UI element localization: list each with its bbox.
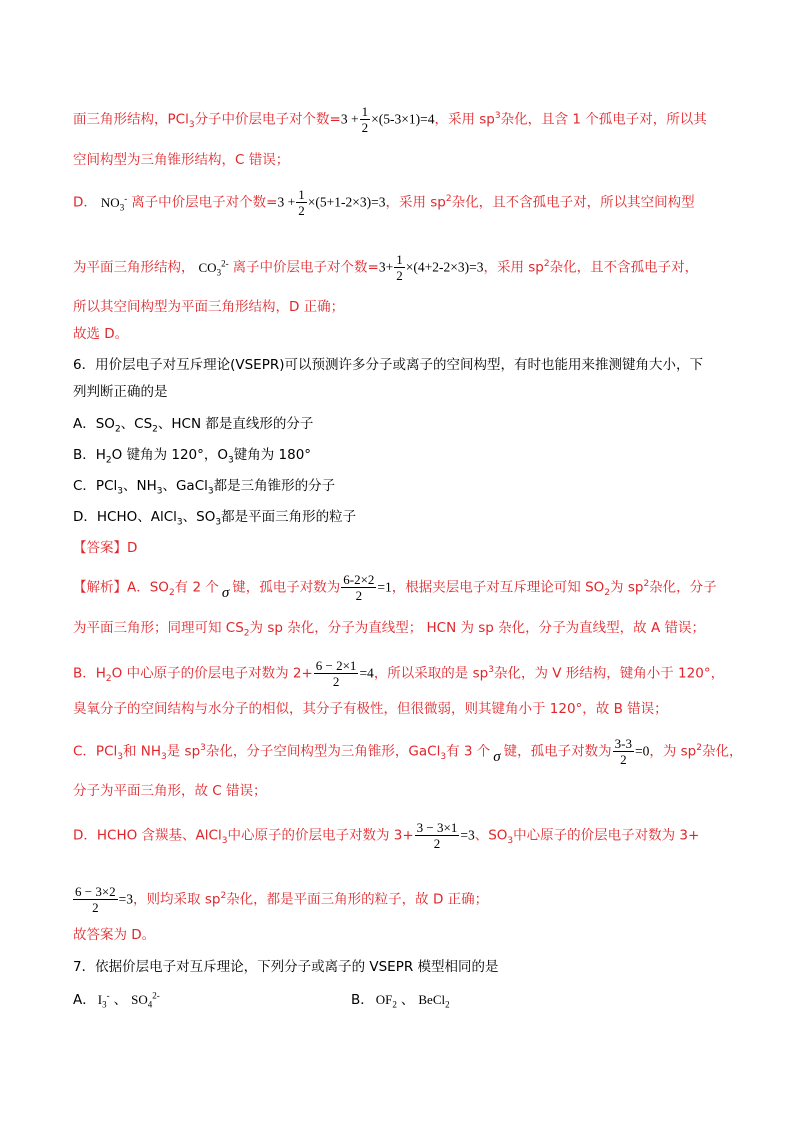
question-7-stem: 7．依据价层电子对互斥理论，下列分子或离子的 VSEPR 模型相同的是 xyxy=(73,959,499,975)
carbonate-ion: $CO_3^{2-}$ xyxy=(198,258,229,278)
fraction: $\frac{1}{2}$ xyxy=(396,252,403,283)
fraction: $\frac{6-2\times 2}{2}$ xyxy=(343,572,375,603)
answer-conclusion: 故答案为 D。 xyxy=(73,927,156,943)
explanation-d-line-2: $\frac{6 - 3\times 2}{2}$ =3，则均采取 $sp^2$杂化，都是平面三角形的粒子，故 D 正确； xyxy=(75,884,489,915)
explanation-line-d-conclusion: 所以其空间构型为平面三角形结构，D 正确； xyxy=(73,299,345,315)
fraction: $\frac{6 - 2\times 1}{2}$ xyxy=(315,658,357,689)
explanation-a-line-2: 为平面三角形；同理可知 $CS_2$为 sp 杂化，分子为直线型； HCN 为 sp 杂化，分子为直线型，故 A 错误； xyxy=(73,620,705,639)
fraction: $\frac{1}{2}$ xyxy=(361,104,369,135)
explanation-b-line-2: 臭氧分子的空间结构与水分子的相似，其分子有极性，但很微弱，则其键角小于 120°，故 B 错误； xyxy=(73,701,668,717)
explanation-a-line-1: 【解析】A．$SO_2$有 2 个 σ 键，孤电子对数为 $\frac{6-2\times 2}{2}$ =1，根据夹层电子对互斥理论可知 $SO_2$为 $sp^2$杂化，分子 xyxy=(73,572,717,603)
question-7-option-b: B． $OF_2$ 、 BeCl$_2$ xyxy=(351,992,450,1010)
nitrate-ion: $NO_3^-$ xyxy=(100,193,128,213)
explanation-b-line-1: B．$H_2O$ 中心原子的价层电子对数为 2+ $\frac{6 - 2\times 1}{2}$ =4，所以采取的是 $sp^3$杂化，为 V 形结构，键角小于 120°， xyxy=(73,658,725,689)
question-6-option-d: D．HCHO、AlCl$_3$、$SO_3$都是平面三角形的粒子 xyxy=(73,509,357,528)
explanation-line-d-nitrate: D． $NO_3^-$ 离子中价层电子对个数=3 + $\frac{1}{2}$ ×(5+1-2×3)=3，采用 $sp^2$杂化，且不含孤电子对，所以其空间构型 xyxy=(73,187,695,218)
question-7-option-a: A． $I_3^-$ 、 $SO_4^{2-}$ xyxy=(73,990,160,1010)
question-6-option-a: A．$SO_2$、$CS_2$、HCN 都是直线形的分子 xyxy=(73,416,314,435)
fraction: $\frac{3 - 3\times 1}{2}$ xyxy=(416,820,458,851)
fraction: $\frac{1}{2}$ xyxy=(298,187,305,218)
sigma-symbol: σ xyxy=(221,584,230,601)
fraction: $\frac{3-3}{2}$ xyxy=(614,736,632,767)
explanation-c-line-2: 分子为平面三角形，故 C 错误； xyxy=(73,783,267,799)
question-6-option-b: B．$H_2O$ 键角为 120°，$O_3$键角为 180° xyxy=(73,447,312,466)
question-6-answer: 【答案】D xyxy=(73,540,138,556)
explanation-c-line-1: C．PCl$_3$和 $NH_3$是 $sp^3$杂化，分子空间构型为三角锥形，GaCl$_3$有 3 个 σ 键，孤电子对数为 $\frac{3-3}{2}$ =0，为 $sp^2$杂化， xyxy=(73,736,743,767)
sigma-symbol: σ xyxy=(493,748,501,765)
fraction: $\frac{6 - 3\times 2}{2}$ xyxy=(75,884,116,915)
explanation-line-c-part2: 空间构型为三角锥形结构，C 错误； xyxy=(73,152,290,168)
question-6-stem-2: 列判断正确的是 xyxy=(73,384,168,400)
choose-answer: 故选 D。 xyxy=(73,326,129,342)
question-6-option-c: C．PCl$_3$、$NH_3$、GaCl$_3$都是三角锥形的分子 xyxy=(73,478,336,497)
explanation-line-c-part1: 面三角形结构，PCl$_3$分子中价层电子对个数=3 + $\frac{1}{2}$ ×(5-3×1)=4，采用 $sp^3$杂化，且含 1 个孤电子对，所以其 xyxy=(73,104,707,135)
question-6-stem-1: 6．用价层电子对互斥理论(VSEPR)可以预测许多分子或离子的空间构型，有时也能用来推测键角大小，下 xyxy=(73,357,703,373)
explanation-d-line-1: D．HCHO 含羰基、AlCl$_3$中心原子的价层电子对数为 3+ $\frac{3 - 3\times 1}{2}$ =3、$SO_3$中心原子的价层电子对数为 3+ xyxy=(73,820,700,851)
explanation-line-d-carbonate: 为平面三角形结构， $CO_3^{2-}$ 离子中价层电子对个数=3+ $\frac{1}{2}$ ×(4+2-2×3)=3，采用 $sp^2$杂化，且不含孤电子对， xyxy=(73,252,699,283)
